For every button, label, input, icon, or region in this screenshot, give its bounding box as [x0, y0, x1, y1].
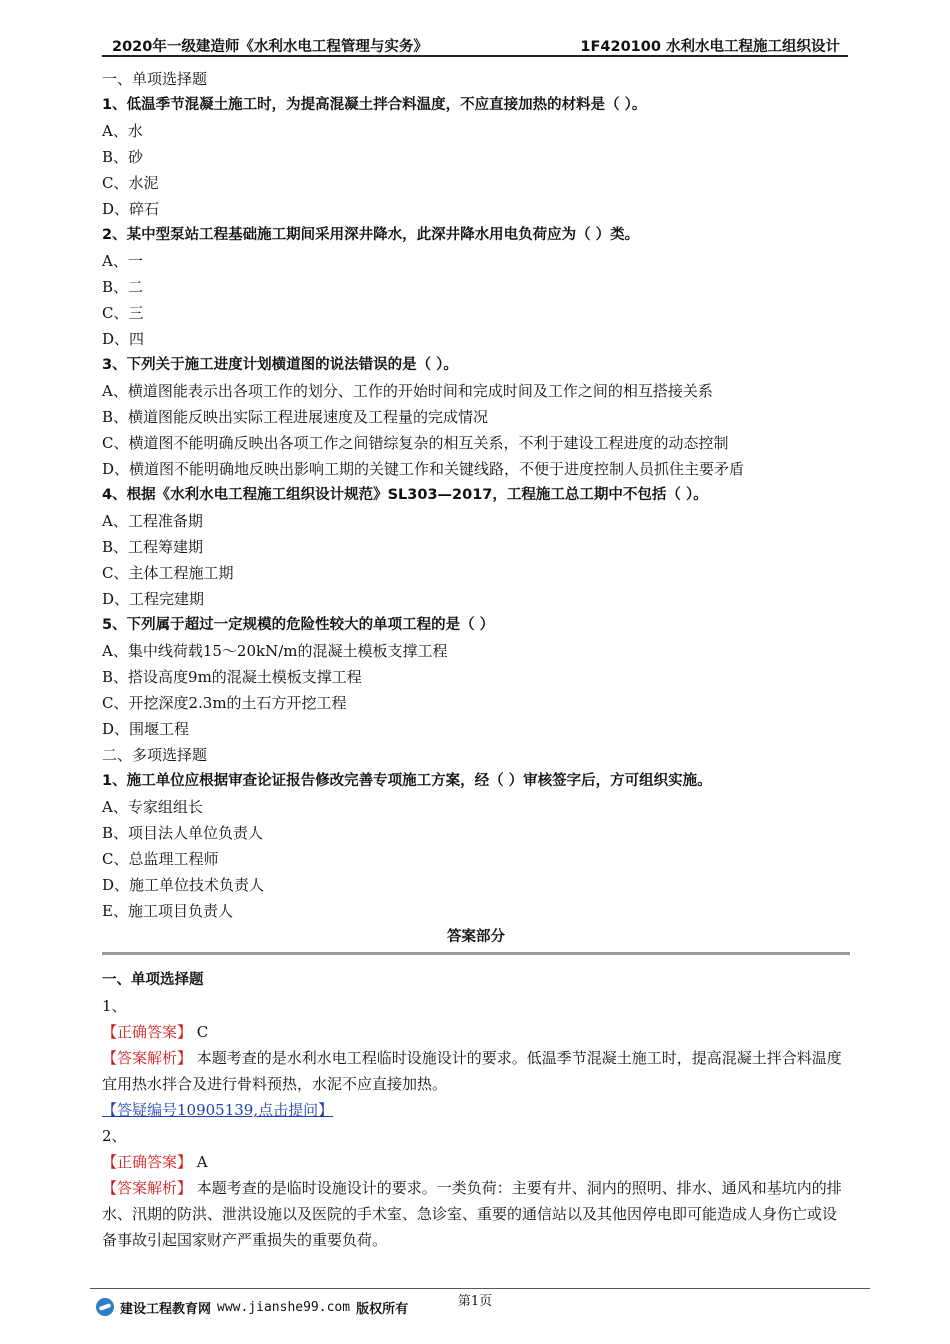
correct-answer-row — [102, 1019, 850, 1045]
answer-option: B、搭设高度9m的混凝土模板支撑工程 — [102, 668, 362, 686]
analysis-label: 【答案解析】 — [102, 1179, 193, 1197]
footer-rights: 版权所有 — [356, 1301, 409, 1317]
correct-answer-row — [102, 1149, 850, 1175]
question-stem: 4、根据《水利水电工程施工组织设计规范》SL303—2017，工程施工总工期中不包括（ ）。 — [102, 487, 708, 503]
answer-item — [102, 993, 850, 1123]
question-list — [102, 66, 850, 924]
answer-option: B、二 — [102, 278, 144, 296]
question-stem: 3、下列关于施工进度计划横道图的说法错误的是（ ）。 — [102, 357, 458, 373]
answers-section-heading: 一、单项选择题 — [102, 972, 204, 988]
section-heading: 一、单项选择题 — [102, 70, 208, 88]
ask-question-link[interactable]: 【答疑编号10905139,点击提问】 — [102, 1101, 334, 1119]
answer-option: C、总监理工程师 — [102, 850, 219, 868]
answer-option: C、主体工程施工期 — [102, 564, 234, 582]
page-footer — [96, 1296, 408, 1318]
answer-option: B、项目法人单位负责人 — [102, 824, 264, 842]
answer-option: A、一 — [102, 252, 143, 270]
answer-option: D、四 — [102, 330, 145, 348]
answer-option: D、施工单位技术负责人 — [102, 876, 265, 894]
answers-title: 答案部分 — [447, 929, 505, 945]
answer-option: A、集中线荷载15～20kN/m的混凝土模板支撑工程 — [102, 642, 448, 660]
question-stem: 5、下列属于超过一定规模的危险性较大的单项工程的是（ ） — [102, 617, 495, 633]
site-logo-icon — [96, 1298, 114, 1316]
answer-option: C、横道图不能明确反映出各项工作之间错综复杂的相互关系，不利于建设工程进度的动态控制 — [102, 434, 729, 452]
section-heading: 二、多项选择题 — [102, 746, 208, 764]
answer-option: D、工程完建期 — [102, 590, 205, 608]
correct-answer-value: A — [192, 1153, 208, 1171]
correct-answer-value: C — [192, 1023, 209, 1041]
answer-item — [102, 1123, 850, 1253]
answer-option: C、三 — [102, 304, 144, 322]
footer-url[interactable]: www.jianshe99.com — [217, 1299, 351, 1315]
answer-option: D、碎石 — [102, 200, 160, 218]
answer-option: C、开挖深度2.3m的土石方开挖工程 — [102, 694, 347, 712]
page-header — [102, 32, 848, 54]
answer-option: D、围堰工程 — [102, 720, 190, 738]
answer-option: C、水泥 — [102, 174, 159, 192]
header-divider — [102, 55, 848, 57]
header-chapter: 1F420100 水利水电工程施工组织设计 — [580, 39, 840, 55]
page-number: 第1页 — [457, 1294, 493, 1309]
footer-divider — [90, 1288, 870, 1289]
answer-number: 2、 — [102, 1127, 127, 1145]
analysis-text: 本题考查的是临时设施设计的要求。一类负荷：主要有井、洞内的照明、排水、通风和基坑内的排水、汛期的防洪、泄洪设施以及医院的手术室、急诊室、重要的通信站以及其他因停电即可能造成人身伤亡或设备事故引起国家财产严重损失的重要负荷。 — [102, 1179, 842, 1249]
question-stem: 2、某中型泵站工程基础施工期间采用深井降水，此深井降水用电负荷应为（ ）类。 — [102, 227, 640, 243]
answer-number: 1、 — [102, 997, 127, 1015]
correct-answer-label: 【正确答案】 — [102, 1023, 193, 1041]
footer-brand: 建设工程教育网 — [120, 1301, 212, 1317]
answer-option: D、横道图不能明确地反映出影响工期的关键工作和关键线路，不便于进度控制人员抓住主要矛盾 — [102, 460, 745, 478]
answer-option: A、工程准备期 — [102, 512, 203, 530]
answer-option: B、横道图能反映出实际工程进展速度及工程量的完成情况 — [102, 408, 489, 426]
answer-option: A、横道图能表示出各项工作的划分、工作的开始时间和完成时间及工作之间的相互搭接关系 — [102, 382, 713, 400]
question-stem: 1、施工单位应根据审查论证报告修改完善专项施工方案，经（ ）审核签字后，方可组织实施。 — [102, 773, 712, 789]
answer-analysis — [102, 1175, 850, 1253]
answer-analysis — [102, 1045, 850, 1097]
answer-option: A、水 — [102, 122, 143, 140]
answers-divider — [102, 952, 850, 955]
header-title: 2020年一级建造师《水利水电工程管理与实务》 — [112, 39, 428, 55]
correct-answer-label: 【正确答案】 — [102, 1153, 193, 1171]
answer-option: A、专家组组长 — [102, 798, 203, 816]
answer-option: B、砂 — [102, 148, 144, 166]
analysis-label: 【答案解析】 — [102, 1049, 193, 1067]
answer-option: B、工程筹建期 — [102, 538, 204, 556]
question-stem: 1、低温季节混凝土施工时，为提高混凝土拌合料温度，不应直接加热的材料是（ ）。 — [102, 97, 647, 113]
analysis-text: 本题考查的是水利水电工程临时设施设计的要求。低温季节混凝土施工时，提高混凝土拌合料温度宜用热水拌合及进行骨料预热，水泥不应直接加热。 — [102, 1049, 842, 1093]
document-body — [102, 66, 850, 1253]
answer-option: E、施工项目负责人 — [102, 902, 233, 920]
